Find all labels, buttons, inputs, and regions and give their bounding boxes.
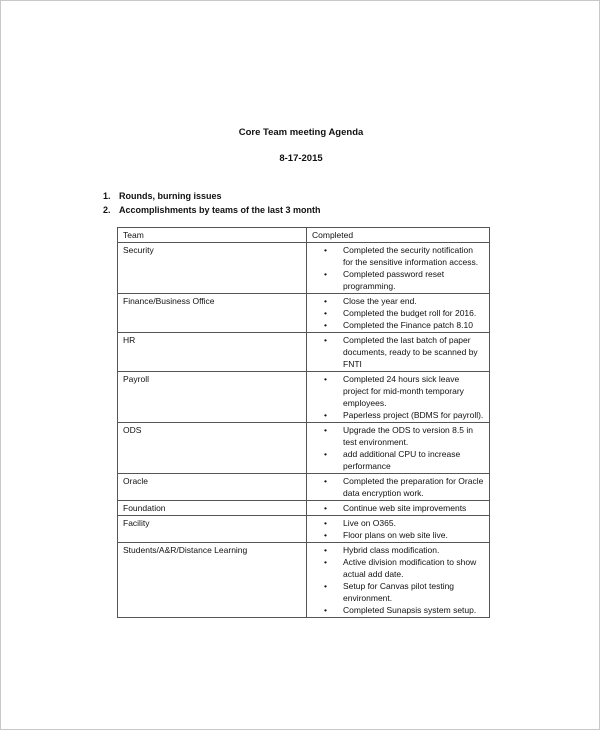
table-header-row	[118, 228, 490, 243]
completed-list	[312, 295, 484, 331]
list-item: • Close the year end.	[312, 295, 484, 307]
list-item: • Completed the last batch of paper documents, ready to be scanned by FNTI	[312, 334, 484, 370]
agenda-item	[103, 203, 321, 217]
completed-list	[312, 502, 484, 514]
completed-cell	[307, 543, 490, 618]
completed-cell	[307, 501, 490, 516]
list-item: • Upgrade the ODS to version 8.5 in test environment.	[312, 424, 484, 448]
list-item: • Completed the Finance patch 8.10	[312, 319, 484, 331]
header-team: Team	[118, 228, 307, 243]
agenda-item-text: Accomplishments by teams of the last 3 month	[119, 205, 321, 215]
agenda-item-number: 2.	[103, 205, 111, 215]
list-item: • Floor plans on web site live.	[312, 529, 484, 541]
completed-cell	[307, 516, 490, 543]
team-cell: HR	[118, 333, 307, 372]
list-item: • Active division modification to show actual add date.	[312, 556, 484, 580]
completed-cell	[307, 372, 490, 423]
team-cell: Security	[118, 243, 307, 294]
completed-list	[312, 244, 484, 292]
team-cell: Foundation	[118, 501, 307, 516]
header-completed: Completed	[307, 228, 490, 243]
table-row	[118, 333, 490, 372]
team-cell: Oracle	[118, 474, 307, 501]
page-title: Core Team meeting Agenda	[238, 127, 364, 138]
completed-list	[312, 544, 484, 616]
completed-cell	[307, 474, 490, 501]
meeting-date: 8-17-2015	[279, 153, 323, 164]
agenda-item	[103, 189, 321, 203]
table-row	[118, 372, 490, 423]
completed-list	[312, 373, 484, 421]
completed-cell	[307, 333, 490, 372]
list-item: • Completed the preparation for Oracle data encryption work.	[312, 475, 484, 499]
table-row	[118, 543, 490, 618]
agenda-item-text: Rounds, burning issues	[119, 191, 222, 201]
completed-list	[312, 475, 484, 499]
completed-cell	[307, 294, 490, 333]
completed-list	[312, 334, 484, 370]
list-item: • Live on O365.	[312, 517, 484, 529]
list-item: • Continue web site improvements	[312, 502, 484, 514]
list-item: • Completed Sunapsis system setup.	[312, 604, 484, 616]
list-item: • Setup for Canvas pilot testing environment.	[312, 580, 484, 604]
table-row	[118, 243, 490, 294]
table-body	[118, 243, 490, 618]
agenda-list	[103, 189, 321, 217]
team-cell: Facility	[118, 516, 307, 543]
list-item: • Completed the budget roll for 2016.	[312, 307, 484, 319]
list-item: • Paperless project (BDMS for payroll).	[312, 409, 484, 421]
list-item: • Completed the security notification for the sensitive information access.	[312, 244, 484, 268]
list-item: • Completed 24 hours sick leave project for mid-month temporary employees.	[312, 373, 484, 409]
team-cell: ODS	[118, 423, 307, 474]
accomplishments-table	[117, 227, 490, 618]
list-item: • add additional CPU to increase performance	[312, 448, 484, 472]
team-cell: Payroll	[118, 372, 307, 423]
list-item: • Hybrid class modification.	[312, 544, 484, 556]
completed-cell	[307, 423, 490, 474]
completed-list	[312, 424, 484, 472]
table-row	[118, 423, 490, 474]
table-row	[118, 474, 490, 501]
team-cell: Finance/Business Office	[118, 294, 307, 333]
team-cell: Students/A&R/Distance Learning	[118, 543, 307, 618]
table-row	[118, 501, 490, 516]
completed-list	[312, 517, 484, 541]
completed-cell	[307, 243, 490, 294]
agenda-item-number: 1.	[103, 191, 111, 201]
table-row	[118, 294, 490, 333]
table-row	[118, 516, 490, 543]
list-item: • Completed password reset programming.	[312, 268, 484, 292]
